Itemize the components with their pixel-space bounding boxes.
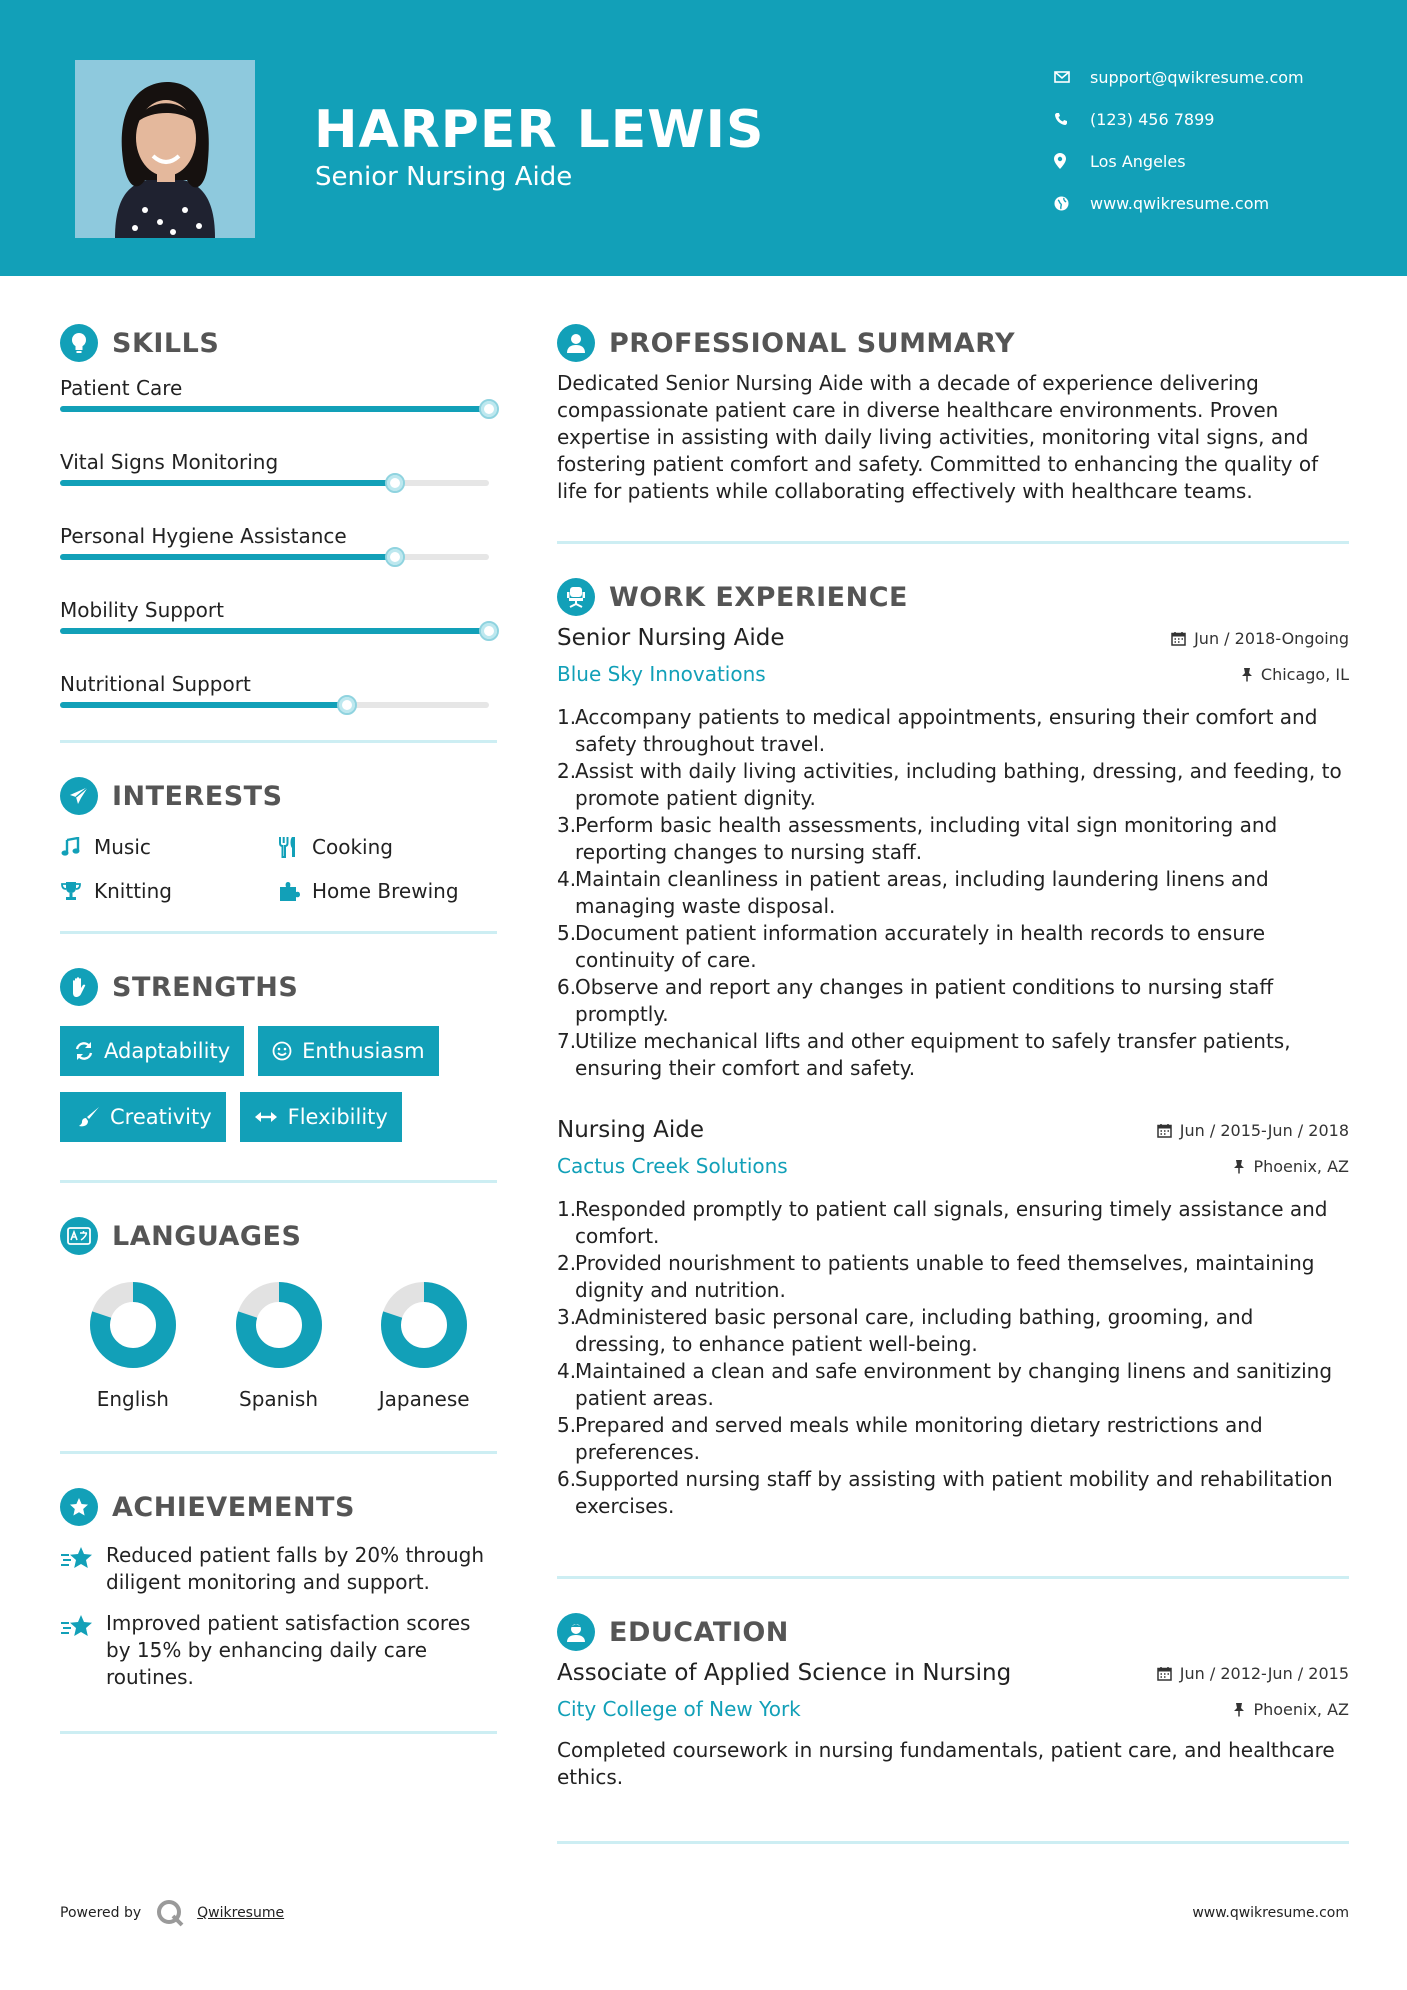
education-dates xyxy=(1157,1664,1349,1683)
resume-header xyxy=(0,0,1407,276)
task-list xyxy=(557,704,1349,1082)
skill-bar-fill xyxy=(60,628,489,634)
skill-name: Patient Care xyxy=(60,376,183,400)
task-text: Document patient information accurately in health records to ensure continuity of care. xyxy=(575,921,1266,972)
strength-tag xyxy=(60,1026,244,1076)
task-item: 3. Perform basic health assessments, including vital sign monitoring and reporting changes to nursing staff. xyxy=(557,812,1349,866)
task-text: Prepared and served meals while monitoring dietary restrictions and preferences. xyxy=(575,1413,1263,1464)
skill-name: Personal Hygiene Assistance xyxy=(60,524,347,548)
powered-by xyxy=(60,1898,284,1928)
section-divider xyxy=(60,740,497,743)
task-item: 3. Administered basic personal care, including bathing, grooming, and dressing, to enhance patient well-being. xyxy=(557,1304,1349,1358)
music-note-icon xyxy=(60,837,94,857)
phone-icon xyxy=(1054,112,1090,126)
task-item: 5. Prepared and served meals while monitoring dietary restrictions and preferences. xyxy=(557,1412,1349,1466)
pushpin-icon xyxy=(1241,667,1253,682)
skill-item xyxy=(60,370,497,412)
education-description: Completed coursework in nursing fundamentals, patient care, and healthcare ethics. xyxy=(557,1738,1335,1789)
contact-email[interactable] xyxy=(1054,56,1384,98)
skill-bar-knob xyxy=(385,547,405,567)
task-text: Maintained a clean and safe environment by changing linens and sanitizing patient areas. xyxy=(575,1359,1333,1410)
skill-name: Vital Signs Monitoring xyxy=(60,450,279,474)
task-text: Provided nourishment to patients unable to feed themselves, maintaining dignity and nutrition. xyxy=(575,1251,1315,1302)
qwikresume-logo-icon xyxy=(155,1898,185,1928)
task-item: 2. Assist with daily living activities, including bathing, dressing, and feeding, to promote patient dignity. xyxy=(557,758,1349,812)
section-divider xyxy=(557,1841,1349,1844)
task-text: Responded promptly to patient call signals, ensuring timely assistance and comfort. xyxy=(575,1197,1328,1248)
strength-label: Creativity xyxy=(110,1105,212,1129)
task-item: 5. Document patient information accurately in health records to ensure continuity of care. xyxy=(557,920,1349,974)
strength-label: Flexibility xyxy=(287,1105,388,1129)
map-pin-icon xyxy=(1054,153,1090,169)
task-item: 1. Accompany patients to medical appointments, ensuring their comfort and safety throughout travel. xyxy=(557,704,1349,758)
task-list xyxy=(557,1196,1349,1520)
candidate-role: Senior Nursing Aide xyxy=(315,162,573,192)
language-label: Japanese xyxy=(378,1387,470,1411)
pushpin-icon xyxy=(1233,1702,1245,1717)
language-card-icon xyxy=(60,1217,98,1255)
language-donut xyxy=(89,1281,177,1369)
job-header xyxy=(557,1112,1349,1148)
arrows-horizontal-icon xyxy=(254,1110,278,1124)
achievement-text: Reduced patient falls by 20% through diligent monitoring and support. xyxy=(106,1543,485,1594)
skill-bar-fill xyxy=(60,480,395,486)
languages-heading xyxy=(60,1213,497,1259)
languages-title: LANGUAGES xyxy=(112,1220,302,1252)
education-header xyxy=(557,1655,1349,1691)
raised-hand-icon xyxy=(60,968,98,1006)
language-label: Spanish xyxy=(239,1387,318,1411)
calendar-icon xyxy=(1157,1123,1172,1138)
interests-list xyxy=(60,833,497,905)
task-item: 7. Utilize mechanical lifts and other equipment to safely transfer patients, ensuring their comfort and safety. xyxy=(557,1028,1349,1082)
skill-bar-knob xyxy=(385,473,405,493)
experience-title: WORK EXPERIENCE xyxy=(609,581,908,613)
section-divider xyxy=(60,1180,497,1183)
task-item: 6. Supported nursing staff by assisting with patient mobility and rehabilitation exercises. xyxy=(557,1466,1349,1520)
skill-bar xyxy=(60,480,489,486)
achievement-item xyxy=(60,1542,497,1596)
experience-heading xyxy=(557,574,1349,620)
contact-website-text: www.qwikresume.com xyxy=(1090,193,1270,213)
candidate-name: HARPER LEWIS xyxy=(314,100,765,160)
skill-bar-fill xyxy=(60,554,395,560)
calendar-icon xyxy=(1157,1666,1172,1681)
summary-title: PROFESSIONAL SUMMARY xyxy=(609,327,1016,359)
summary-heading xyxy=(557,320,1349,366)
skill-bar xyxy=(60,628,489,634)
skill-bar-knob xyxy=(479,621,499,641)
envelope-icon xyxy=(1054,71,1090,83)
strength-label: Enthusiasm xyxy=(302,1039,425,1063)
language-donut xyxy=(235,1281,323,1369)
achievements-list xyxy=(60,1542,497,1691)
paint-brush-icon xyxy=(78,1106,100,1128)
puzzle-icon xyxy=(278,881,312,901)
language-label: English xyxy=(96,1387,169,1411)
interest-item xyxy=(278,833,496,861)
star-badge-icon xyxy=(60,1488,98,1526)
education-location xyxy=(1233,1700,1349,1719)
skill-name: Mobility Support xyxy=(60,598,224,622)
summary-text: Dedicated Senior Nursing Aide with a decade of experience delivering compassionate patient care in diverse healthcare environments. Proven expertise in assisting with daily living activities, monitoring vital signs, and fostering patient comfort and safety. Committed to enhancing the quality of life for patients while collaborating effectively with healthcare teams. xyxy=(557,371,1319,503)
degree-title: Associate of Applied Science in Nursing xyxy=(557,1660,1012,1686)
skill-bar-fill xyxy=(60,702,347,708)
contact-phone-text: (123) 456 7899 xyxy=(1090,109,1215,129)
task-item: 4. Maintain cleanliness in patient areas, including laundering linens and managing waste disposal. xyxy=(557,866,1349,920)
contact-location-text: Los Angeles xyxy=(1090,151,1186,171)
language-donut xyxy=(380,1281,468,1369)
task-text: Administered basic personal care, including bathing, grooming, and dressing, to enhance patient well-being. xyxy=(575,1305,1254,1356)
language-item xyxy=(60,1281,206,1411)
skill-item xyxy=(60,666,497,708)
school-name: City College of New York xyxy=(557,1697,801,1721)
task-item: 2. Provided nourishment to patients unable to feed themselves, maintaining dignity and nutrition. xyxy=(557,1250,1349,1304)
smiley-icon xyxy=(272,1041,292,1061)
task-text: Perform basic health assessments, including vital sign monitoring and reporting changes to nursing staff. xyxy=(575,813,1278,864)
education-location-text: Phoenix, AZ xyxy=(1253,1699,1349,1719)
contact-website[interactable] xyxy=(1054,182,1384,224)
trophy-icon xyxy=(60,881,94,901)
skills-heading xyxy=(60,320,497,366)
job-title: Nursing Aide xyxy=(557,1117,704,1143)
contact-email-text: support@qwikresume.com xyxy=(1090,67,1304,87)
strength-tag xyxy=(240,1092,402,1142)
section-divider xyxy=(60,1731,497,1734)
qwikresume-link[interactable]: Qwikresume xyxy=(197,1905,285,1921)
interests-title: INTERESTS xyxy=(112,780,283,812)
language-item xyxy=(206,1281,352,1411)
education-dates-text: Jun / 2012-Jun / 2015 xyxy=(1179,1663,1349,1683)
job-dates xyxy=(1157,1121,1349,1140)
graduate-icon xyxy=(557,1613,595,1651)
skills-list xyxy=(60,370,497,708)
section-divider xyxy=(60,931,497,934)
job-header xyxy=(557,620,1349,656)
languages-list xyxy=(60,1281,497,1411)
skill-bar xyxy=(60,702,489,708)
right-column xyxy=(557,320,1349,1874)
paper-plane-icon xyxy=(60,777,98,815)
job-subheader xyxy=(557,1148,1349,1184)
interest-item xyxy=(60,877,278,905)
task-item: 6. Observe and report any changes in patient conditions to nursing staff promptly. xyxy=(557,974,1349,1028)
interest-label: Knitting xyxy=(94,879,172,903)
job-title: Senior Nursing Aide xyxy=(557,625,785,651)
job-location-text: Chicago, IL xyxy=(1260,664,1349,684)
education-heading xyxy=(557,1609,1349,1655)
strength-tag xyxy=(258,1026,438,1076)
job-location xyxy=(1233,1157,1349,1176)
shooting-star-icon xyxy=(60,1542,106,1596)
left-column xyxy=(60,320,497,1764)
skills-title: SKILLS xyxy=(112,327,220,359)
interest-label: Music xyxy=(94,835,151,859)
task-text: Supported nursing staff by assisting with patient mobility and rehabilitation exercises. xyxy=(575,1467,1333,1518)
job-subheader xyxy=(557,656,1349,692)
skill-bar xyxy=(60,406,489,412)
calendar-icon xyxy=(1171,631,1186,646)
task-text: Maintain cleanliness in patient areas, including laundering linens and managing waste disposal. xyxy=(575,867,1269,918)
section-divider xyxy=(60,1451,497,1454)
powered-by-text: Powered by xyxy=(60,1905,142,1921)
job-dates-text: Jun / 2018-Ongoing xyxy=(1194,628,1349,648)
task-text: Observe and report any changes in patient conditions to nursing staff promptly. xyxy=(575,975,1274,1026)
globe-icon xyxy=(1054,196,1090,211)
skill-bar-knob xyxy=(337,695,357,715)
refresh-icon xyxy=(74,1041,94,1061)
skill-item xyxy=(60,518,497,560)
interests-heading xyxy=(60,773,497,819)
skill-item xyxy=(60,444,497,486)
task-text: Utilize mechanical lifts and other equipment to safely transfer patients, ensuring their comfort and safety. xyxy=(575,1029,1291,1080)
page-footer xyxy=(60,1898,1349,1928)
achievement-item xyxy=(60,1610,497,1691)
task-text: Assist with daily living activities, including bathing, dressing, and feeding, to promote patient dignity. xyxy=(575,759,1342,810)
skill-bar xyxy=(60,554,489,560)
achievement-text: Improved patient satisfaction scores by 15% by enhancing daily care routines. xyxy=(106,1611,471,1689)
task-item: 1. Responded promptly to patient call signals, ensuring timely assistance and comfort. xyxy=(557,1196,1349,1250)
section-divider xyxy=(557,1576,1349,1579)
interest-item xyxy=(278,877,496,905)
language-item xyxy=(351,1281,497,1411)
job-entry xyxy=(557,1112,1349,1520)
achievements-title: ACHIEVEMENTS xyxy=(112,1491,355,1523)
education-subheader xyxy=(557,1691,1349,1727)
job-location xyxy=(1241,665,1349,684)
achievements-heading xyxy=(60,1484,497,1530)
strength-label: Adaptability xyxy=(104,1039,231,1063)
interest-label: Home Brewing xyxy=(312,879,459,903)
strengths-list xyxy=(60,1026,497,1142)
job-dates xyxy=(1171,629,1349,648)
section-divider xyxy=(557,541,1349,544)
shooting-star-icon xyxy=(60,1610,106,1691)
company-name: Blue Sky Innovations xyxy=(557,662,766,686)
office-chair-icon xyxy=(557,578,595,616)
task-text: Accompany patients to medical appointments, ensuring their comfort and safety throughout travel. xyxy=(575,705,1318,756)
contact-phone[interactable] xyxy=(1054,98,1384,140)
job-location-text: Phoenix, AZ xyxy=(1253,1156,1349,1176)
strengths-heading xyxy=(60,964,497,1010)
cutlery-icon xyxy=(278,836,312,858)
education-title: EDUCATION xyxy=(609,1616,789,1648)
skill-item xyxy=(60,592,497,634)
strength-tag xyxy=(60,1092,226,1142)
profile-photo xyxy=(75,60,255,238)
footer-website[interactable]: www.qwikresume.com xyxy=(1192,1905,1349,1921)
lightbulb-icon xyxy=(60,324,98,362)
contact-location xyxy=(1054,140,1384,182)
interest-label: Cooking xyxy=(312,835,393,859)
job-dates-text: Jun / 2015-Jun / 2018 xyxy=(1179,1120,1349,1140)
strengths-title: STRENGTHS xyxy=(112,971,299,1003)
interest-item xyxy=(60,833,278,861)
contact-block xyxy=(1054,56,1384,224)
pushpin-icon xyxy=(1233,1159,1245,1174)
skill-bar-fill xyxy=(60,406,489,412)
task-item: 4. Maintained a clean and safe environment by changing linens and sanitizing patient areas. xyxy=(557,1358,1349,1412)
job-entry xyxy=(557,620,1349,1082)
user-icon xyxy=(557,324,595,362)
company-name: Cactus Creek Solutions xyxy=(557,1154,788,1178)
skill-bar-knob xyxy=(479,399,499,419)
skill-name: Nutritional Support xyxy=(60,672,251,696)
